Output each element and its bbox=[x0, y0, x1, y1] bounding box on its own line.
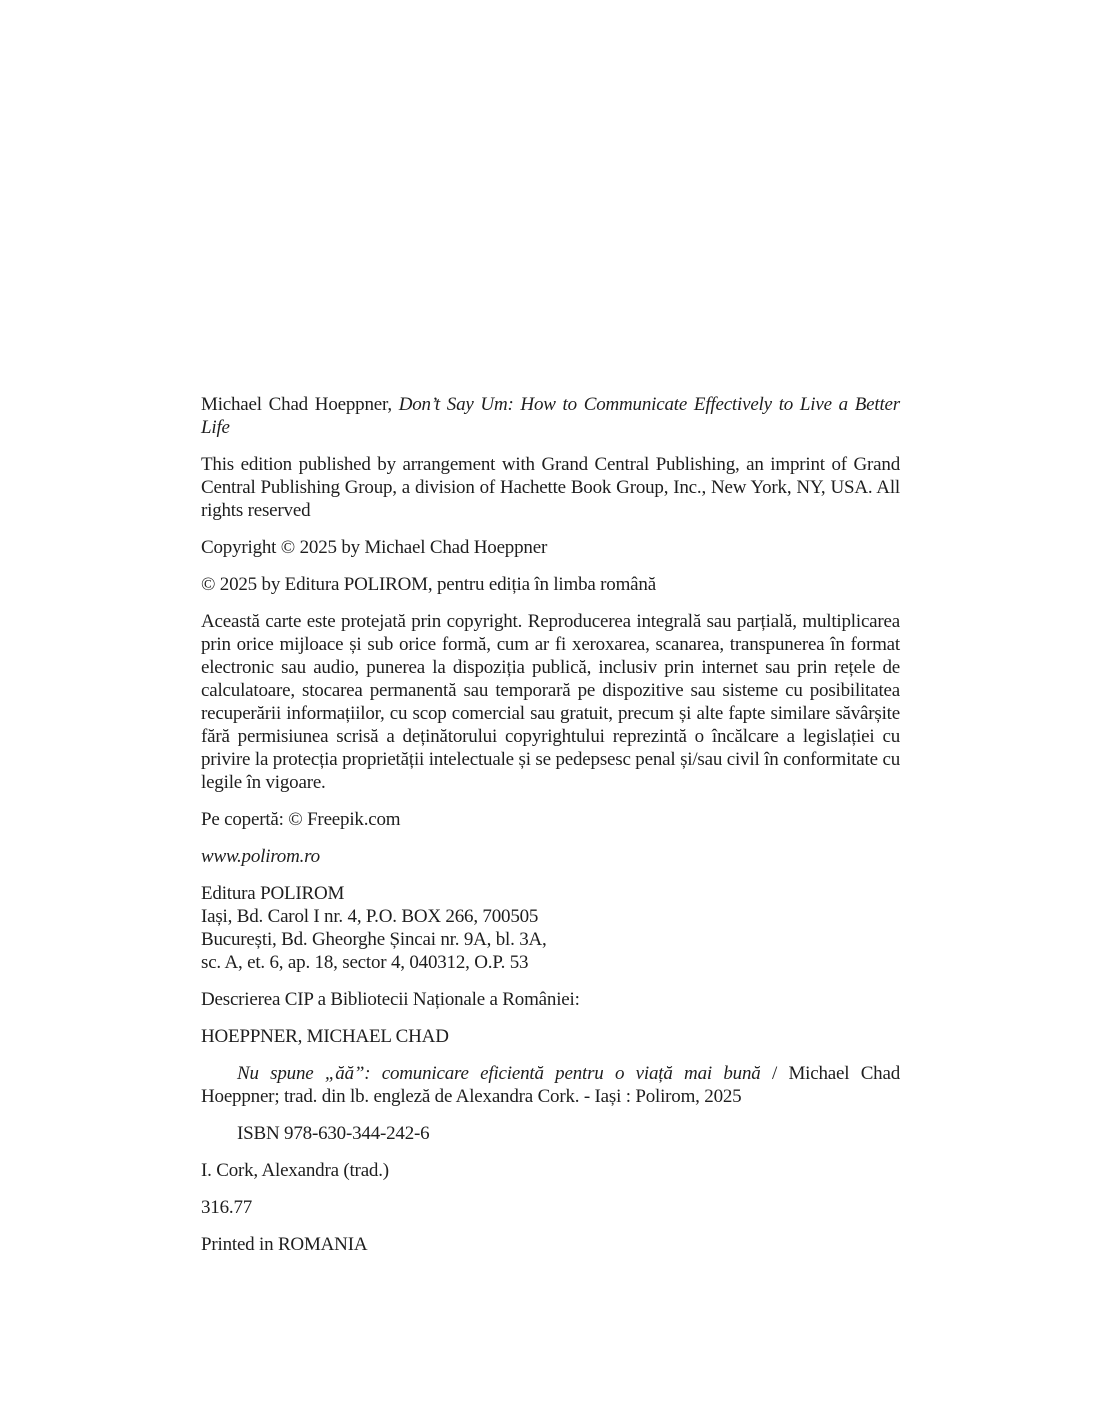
cip-author-entry: HOEPPNER, MICHAEL CHAD bbox=[201, 1026, 449, 1047]
copyright-author-line: Copyright © 2025 by Michael Chad Hoeppner bbox=[201, 537, 548, 558]
cip-title-rest: / Michael Chad Hoeppner; trad. din lb. engleză de Alexandra Cork. - Iași : Polirom, 2025 bbox=[201, 1063, 900, 1107]
publisher-address-line-sector: sc. A, et. 6, ap. 18, sector 4, 040312, O.P. 53 bbox=[201, 952, 529, 973]
edition-notice: This edition published by arrangement with Grand Central Publishing, an imprint of Grand Central Publishing Group, a division of Hachette Book Group, Inc., New York, NY, USA. All rights reserved bbox=[201, 454, 900, 521]
attribution-line bbox=[201, 393, 900, 439]
publisher-address-block bbox=[201, 882, 900, 974]
printed-in-note: Printed in ROMANIA bbox=[201, 1234, 368, 1255]
cip-title-italic: Nu spune „ăă”: comunicare eficientă pentru o viață mai bună bbox=[237, 1063, 761, 1084]
cip-heading: Descrierea CIP a Bibliotecii Naționale a României: bbox=[201, 989, 580, 1010]
book-title: Don’t Say Um: How to Communicate Effectively to Live a Better Life bbox=[201, 394, 900, 438]
cover-credit: Pe copertă: © Freepik.com bbox=[201, 809, 401, 830]
legal-notice: Această carte este protejată prin copyright. Reproducerea integrală sau parțială, multiplicarea prin orice mijloace și sub orice formă, cum ar fi xeroxarea, scanarea, transpunerea în format electronic sau audio, punerea la dispoziția publică, inclusiv prin internet sau prin rețele de calculatoare, stocarea permanentă sau temporară pe dispozitive sau sisteme cu posibilitatea recuperării informațiilor, cu scop comercial sau gratuit, precum și alte fapte similare săvârșite fără permisiunea scrisă a deținătorului copyrightului reprezintă o încălcare a legislației cu privire la protecția proprietății intelectuale și se pedepsesc penal și/sau civil în conformitate cu legile în vigoare. bbox=[201, 611, 900, 793]
publisher-name: Editura POLIROM bbox=[201, 883, 345, 904]
attribution-author: Michael Chad Hoeppner, bbox=[201, 394, 399, 415]
isbn-line: ISBN 978-630-344-242-6 bbox=[237, 1123, 430, 1144]
publisher-address-line-bucuresti: București, Bd. Gheorghe Șincai nr. 9A, bl. 3A, bbox=[201, 929, 547, 950]
udc-number: 316.77 bbox=[201, 1197, 253, 1218]
translator-entry: I. Cork, Alexandra (trad.) bbox=[201, 1160, 389, 1181]
copyright-publisher-line: © 2025 by Editura POLIROM, pentru ediția în limba română bbox=[201, 574, 656, 595]
publisher-website: www.polirom.ro bbox=[201, 846, 320, 867]
publisher-address-line-iasi: Iași, Bd. Carol I nr. 4, P.O. BOX 266, 700505 bbox=[201, 906, 539, 927]
colophon-page bbox=[201, 393, 900, 1270]
cip-title-entry bbox=[201, 1062, 900, 1108]
